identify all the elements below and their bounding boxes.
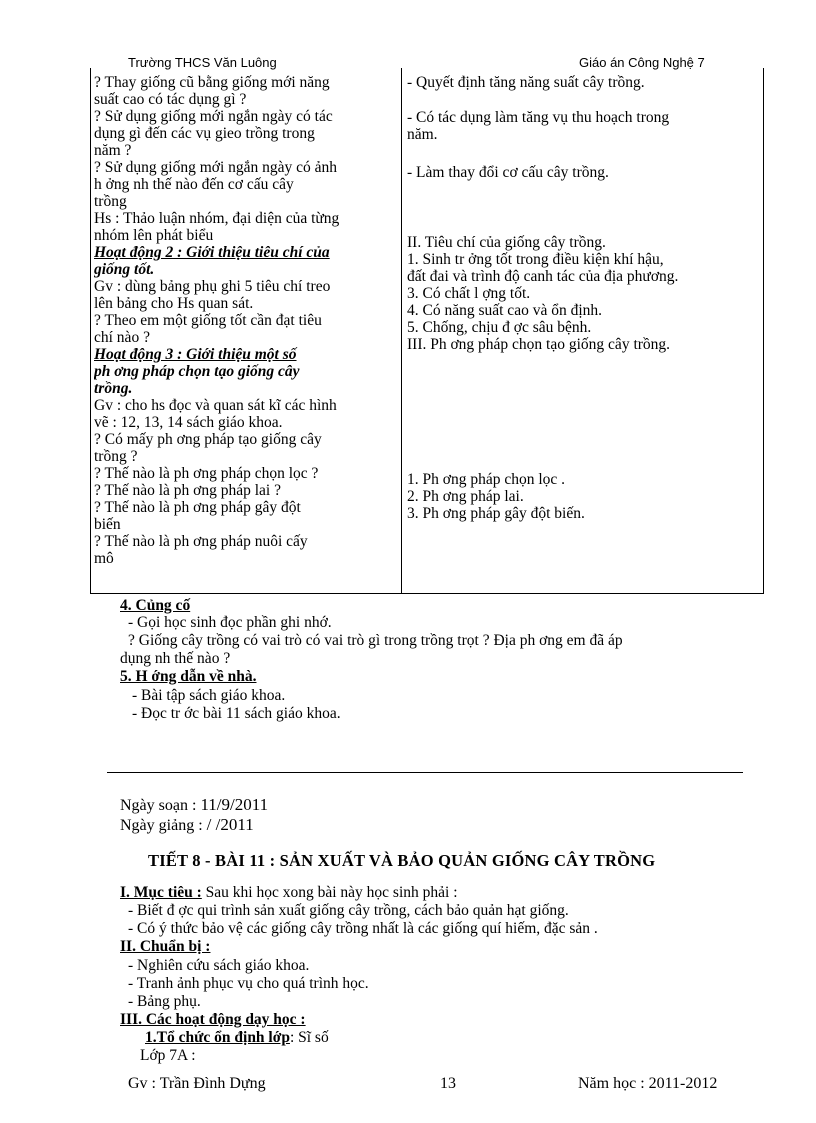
table-line: vẽ : 12, 13, 14 sách giáo khoa. — [94, 414, 283, 431]
teacher-activity-column — [94, 74, 395, 567]
table-line: ? Thế nào là ph ơng pháp gây đột — [94, 499, 301, 516]
consolidation-item: ? Giống cây trồng có vai trò có vai trò gì trong trồng trọt ? Địa ph ơng em đã áp — [128, 632, 623, 649]
homework-item: - Đọc tr ớc bài 11 sách giáo khoa. — [132, 705, 341, 722]
table-line: năm. — [407, 126, 438, 143]
table-line: biến — [94, 516, 121, 533]
table-line: đất đai và trình độ canh tác của địa phương. — [407, 268, 679, 285]
consolidation-item: - Gọi học sinh đọc phần ghi nhớ. — [128, 614, 332, 631]
table-line: năm ? — [94, 142, 132, 159]
table-line: III. Ph ơng pháp chọn tạo giống cây trồng. — [407, 336, 671, 353]
activity-3-heading-cont: trồng. — [94, 380, 133, 397]
methods-list — [407, 471, 759, 522]
table-line: 1. Sinh tr ởng tốt trong điều kiện khí hậu, — [407, 251, 664, 268]
objective-item: - Có ý thức bảo vệ các giống cây trồng nhất là các giống quí hiếm, đặc sản . — [128, 920, 598, 937]
activity-2-heading: Hoạt động 2 : Giới thiệu tiêu chí của — [94, 244, 330, 261]
lesson-title: TIẾT 8 - BÀI 11 : SẢN XUẤT VÀ BẢO QUẢN GIỐNG CÂY TRỒNG — [148, 851, 656, 870]
table-line: ? Thay giống cũ bằng giống mới năng — [94, 74, 330, 91]
footer-teacher: Gv : Trần Đình Dựng — [128, 1075, 266, 1092]
class-organization-heading: 1.Tổ chức ổn định lớp — [145, 1029, 290, 1046]
answer-productivity: - Quyết định tăng năng suất cây trồng. — [407, 74, 645, 91]
objectives-line — [120, 884, 458, 901]
table-line: 5. Chống, chịu đ ợc sâu bệnh. — [407, 319, 592, 336]
table-line: 3. Có chất l ợng tốt. — [407, 285, 531, 302]
table-line: trồng ? — [94, 448, 138, 465]
preparation-heading: II. Chuẩn bị : — [120, 938, 211, 955]
table-line: ? Thế nào là ph ơng pháp nuôi cấy — [94, 533, 308, 550]
table-line: - Có tác dụng làm tăng vụ thu hoạch trong — [407, 109, 670, 126]
table-line: 2. Ph ơng pháp lai. — [407, 488, 524, 505]
footer-page-number: 13 — [440, 1075, 456, 1092]
class-organization-rest: : Sĩ số — [289, 1029, 329, 1046]
table-column-divider — [401, 68, 402, 593]
table-line: 4. Có năng suất cao và ổn định. — [407, 302, 603, 319]
answer-harvest — [407, 109, 759, 143]
objectives-intro: Sau khi học xong bài này học sinh phải : — [201, 884, 458, 901]
criteria-section — [407, 234, 759, 353]
table-line: 3. Ph ơng pháp gây đột biến. — [407, 505, 585, 522]
preparation-item: - Tranh ảnh phục vụ cho quá trình học. — [128, 975, 369, 992]
table-line: ? Có mấy ph ơng pháp tạo giống cây — [94, 431, 322, 448]
table-line: trồng — [94, 193, 127, 210]
activities-heading: III. Các hoạt động dạy học : — [120, 1011, 306, 1028]
class-organization — [145, 1029, 329, 1046]
homework-item: - Bài tập sách giáo khoa. — [132, 687, 286, 704]
objectives-heading: I. Mục tiêu : — [120, 884, 202, 901]
consolidation-heading: 4. Củng cố — [120, 597, 191, 614]
table-line: Hs : Thảo luận nhóm, đại diện của từng — [94, 210, 340, 227]
table-line: ? Sử dụng giống mới ngắn ngày có ảnh — [94, 159, 338, 176]
objective-item: - Biết đ ợc qui trình sản xuất giống cây trồng, cách bảo quản hạt giống. — [128, 902, 569, 919]
teach-date-label: Ngày giảng : — [120, 817, 203, 834]
prep-date-value: 11/9/2011 — [200, 795, 269, 814]
activity-3-heading: Hoạt động 3 : Giới thiệu một số — [94, 346, 297, 363]
preparation-item: - Nghiên cứu sách giáo khoa. — [128, 957, 310, 974]
table-line: II. Tiêu chí của giống cây trồng. — [407, 234, 606, 251]
table-line: ? Sử dụng giống mới ngắn ngày có tác — [94, 108, 333, 125]
table-line: chí nào ? — [94, 329, 150, 346]
table-line: ? Theo em một giống tốt cần đạt tiêu — [94, 312, 322, 329]
preparation-item: - Bảng phụ. — [128, 993, 201, 1010]
teach-date — [120, 815, 254, 835]
activity-2-heading-cont: giống tốt. — [94, 261, 155, 278]
page-header-subject: Giáo án Công Nghệ 7 — [579, 55, 705, 70]
table-line: nhóm lên phát biểu — [94, 227, 214, 244]
answer-crop-structure: - Làm thay đổi cơ cấu cây trồng. — [407, 164, 609, 181]
prep-date-label: Ngày soạn : — [120, 797, 197, 814]
prep-date — [120, 795, 268, 815]
table-line: ? Thế nào là ph ơng pháp chọn lọc ? — [94, 465, 319, 482]
lesson-table — [90, 68, 764, 594]
table-line: dụng gì đến các vụ gieo trồng trong — [94, 125, 315, 142]
table-line: ? Thế nào là ph ơng pháp lai ? — [94, 482, 281, 499]
activity-3-heading-cont: ph ơng pháp chọn tạo giống cây — [94, 363, 300, 380]
homework-heading: 5. H ớng dẫn về nhà. — [120, 668, 257, 685]
section-divider — [107, 772, 743, 773]
table-line: Gv : cho hs đọc và quan sát kĩ các hình — [94, 397, 337, 414]
table-line: mô — [94, 550, 114, 567]
table-line: Gv : dùng bảng phụ ghi 5 tiêu chí treo — [94, 278, 331, 295]
page-header-school: Trường THCS Văn Luông — [128, 55, 277, 70]
table-line: 1. Ph ơng pháp chọn lọc . — [407, 471, 566, 488]
consolidation-item: dụng nh thế nào ? — [120, 650, 231, 667]
table-line: suất cao có tác dụng gì ? — [94, 91, 247, 108]
table-line: lên bảng cho Hs quan sát. — [94, 295, 254, 312]
footer-school-year: Năm học : 2011-2012 — [578, 1075, 718, 1092]
class-line: Lớp 7A : — [140, 1047, 196, 1064]
table-line: h ởng nh thế nào đến cơ cấu cây — [94, 176, 294, 193]
teach-date-value: / /2011 — [206, 815, 254, 834]
